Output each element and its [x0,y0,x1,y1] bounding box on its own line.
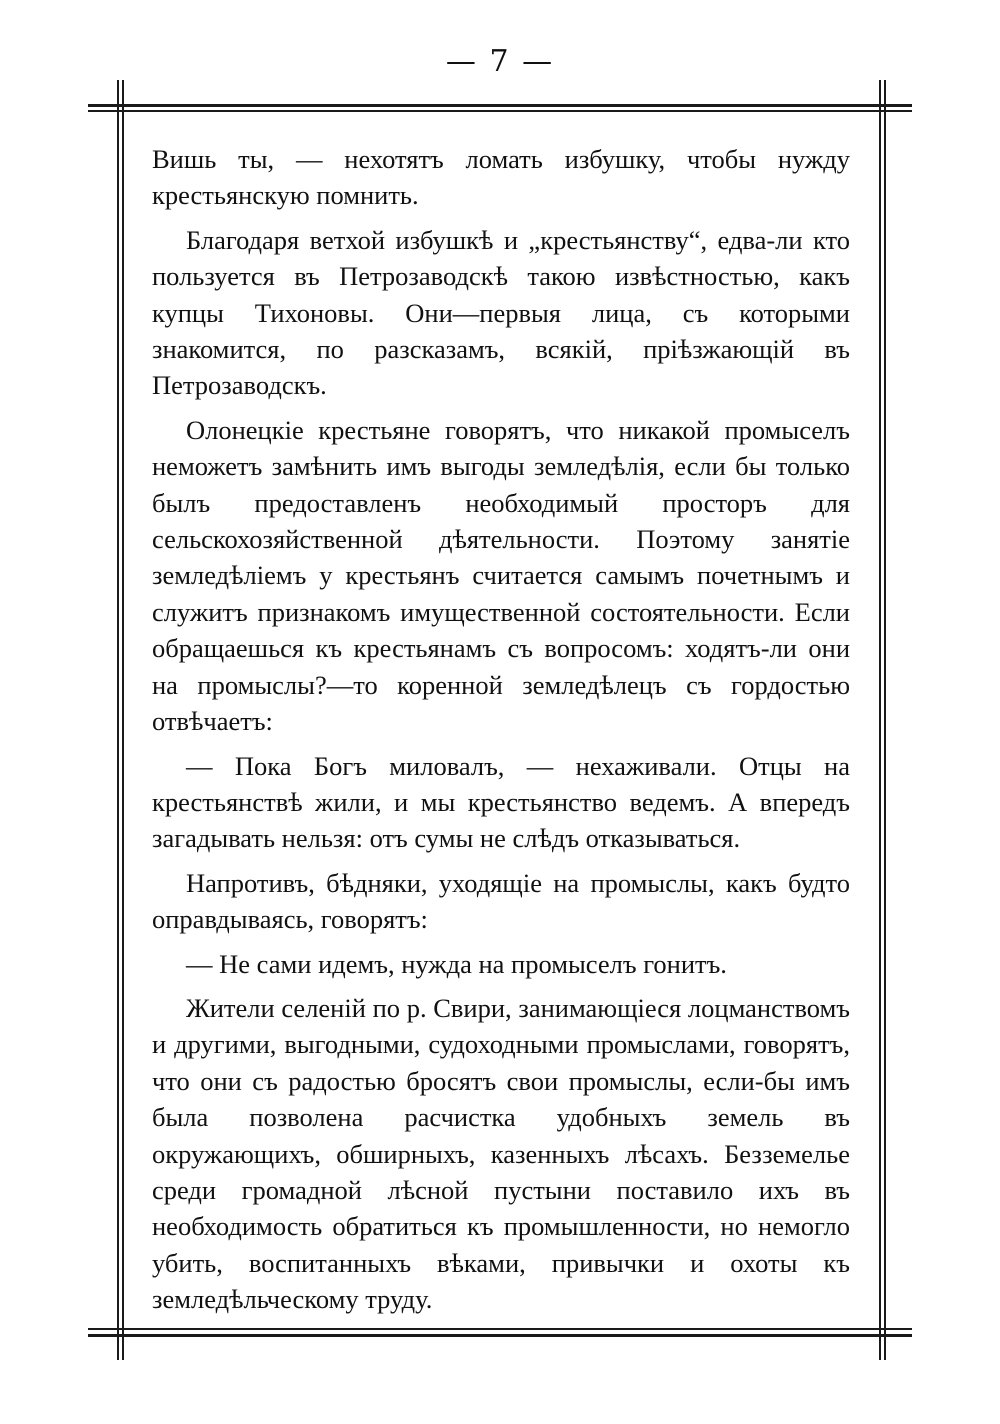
paragraph-4: — Пока Богъ миловалъ, — нехаживали. Отцы на крестьянствѣ жили, и мы крестьянство ведемъ. А впередъ загадывать нельзя: отъ сумы не слѣдъ отказываться. [152,750,850,854]
paragraph-6: — Не сами идемъ, нужда на промыселъ гонитъ. [186,948,727,979]
paragraph-2: Благодаря ветхой избушкѣ и „крестьянству“, едва-ли кто пользуется въ Петрозаводскѣ такою извѣстностью, какъ купцы Тихоновы. Они—первыя лица, съ которыми знакомится, по разсказамъ, всякій, пріѣзжающій въ Петрозаводскъ. [152,224,850,401]
paragraph-5: Напротивъ, бѣдняки, уходящіе на промыслы, какъ будто оправдываясь, говорятъ: [152,867,850,935]
top-rule-thick [88,104,912,107]
bottom-rule-thin [88,1328,912,1330]
bottom-rule-thick [88,1334,912,1337]
body-text [152,141,850,1326]
left-rule-inner [122,80,124,1360]
page-number: — 7 — [445,44,555,79]
right-rule-outer [884,80,886,1360]
paragraph-3: Олонецкіе крестьяне говорятъ, что никакой промыселъ неможетъ замѣнить имъ выгоды земледѣлія, если бы только былъ предоставленъ необходимый просторъ для сельскохозяйственной дѣятельности. Поэтому занятіе земледѣліемъ у крестьянъ считается самымъ почетнымъ и служитъ признакомъ имущественной состоятельности. Если обращаешься къ крестьянамъ съ вопросомъ: ходятъ-ли они на промыслы?—то коренной земледѣлецъ съ гордостью отвѣчаетъ: [152,414,850,737]
paragraph-7: Жители селеній по р. Свири, занимающіеся лоцманствомъ и другими, выгодными, судоходными промыслами, говорятъ, что они съ радостью бросятъ свои промыслы, если-бы имъ была позволена расчистка удобныхъ земель въ окружающихъ, обширныхъ, казенныхъ лѣсахъ. Безземелье среди громадной лѣсной пустыни поставило ихъ въ необходимость обратиться къ промышленности, но немогло убить, воспитанныхъ вѣками, привычки и охоты къ земледѣльческому труду. [152,992,850,1315]
paragraph-1: Вишь ты, — нехотятъ ломать избушку, чтобы нужду крестьянскую помнить. [152,144,850,211]
left-rule-outer [117,80,119,1360]
top-rule-thin [88,110,912,112]
right-rule-inner [879,80,881,1360]
